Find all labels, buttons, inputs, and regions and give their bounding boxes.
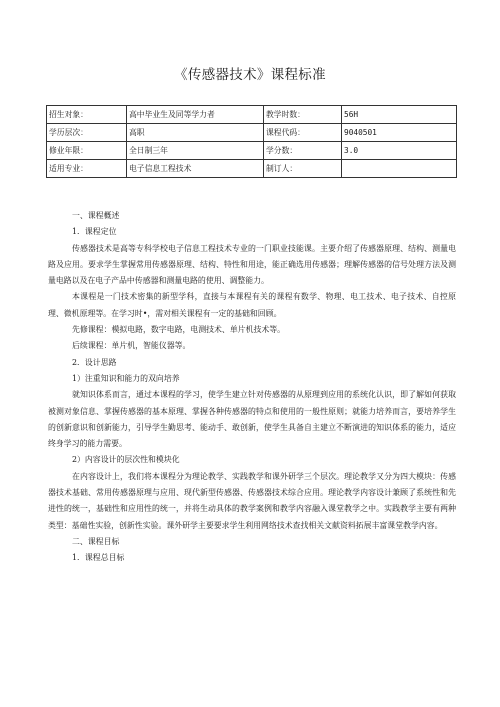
table-label: 制订人： [264, 160, 342, 178]
subsection-heading: 2）内容设计的层次性和模块化 [72, 455, 180, 465]
table-value: 56H [342, 106, 457, 124]
body-paragraph: 就知识体系而言，通过本课程的学习，使学生建立针对传感器的从原理到应用的系统化认识，即了解如何获取被测对象信息、掌握传感器的基本原理、掌握各种传感器的特点和使用的一般性原则；就能力培养而言，要培养学生的创新意识和创新能力，引导学生勤思考、能动手、敢创新，使学生具备自主建立不断演进的知识体系的能力，适应终身学习的能力需要。 [48, 390, 456, 449]
table-label: 招生对象： [47, 106, 127, 124]
table-label: 适用专业： [47, 160, 127, 178]
subsection-heading: 1．课程定位 [72, 227, 117, 237]
section-heading: 二、课程目标 [72, 536, 120, 546]
section-heading: 一、课程概述 [72, 211, 120, 220]
table-value: 高中毕业生及同等学力者 [127, 106, 264, 124]
table-label: 课程代码： [264, 124, 342, 142]
table-row [47, 160, 457, 178]
table-value: 高职 [127, 124, 264, 142]
table-value: 3.0 [342, 142, 457, 160]
subsection-heading: 1．课程总目标 [72, 553, 125, 563]
table-value: 9040501 [342, 124, 457, 142]
subsection-heading: 2．设计思路 [72, 357, 117, 367]
course-info-table [46, 105, 457, 178]
document-body [48, 208, 456, 567]
body-paragraph: 传感器技术是高等专科学校电子信息工程技术专业的一门职业技能课。主要介绍了传感器原理、结构、测量电路及应用。要求学生掌握常用传感器原理、结构、特性和用途，能正确选用传感器；理解传感器的信号处理方法及测量电路以及在电子产品中传感器和测量电路的使用、调整能力。 [48, 243, 456, 286]
table-label: 学历层次： [47, 124, 127, 142]
document-title: 《传感器技术》课程标准 [174, 67, 326, 83]
table-label: 教学时数： [264, 106, 342, 124]
body-paragraph: 本课程是一门技术密集的新型学科，直接与本课程有关的课程有数学、物理、电工技术、电子技术、自控原理、微机原理等。在学习时•，需对相关课程有一定的基础和回顾。 [48, 292, 456, 318]
body-paragraph: 在内容设计上，我们将本课程分为理论教学、实践教学和课外研学三个层次。理论教学又分为四大模块：传感器技术基础、常用传感器原理与应用、现代新型传感器、传感器技术综合应用。理论教学内容设计兼顾了系统性和先进性的统一，基础性和应用性的统一，并将生动具体的教学案例和教学内容融入课堂教学之中。实践教学主要有两种类型：基础性实验，创新性实验。课外研学主要要求学生利用网络技术查找相关文献资料拓展丰富课堂教学内容。 [48, 471, 456, 530]
table-label: 修业年限： [47, 142, 127, 160]
table-value: 全日制三年 [127, 142, 264, 160]
body-paragraph: 先修课程：模拟电路，数字电路，电测技术、单片机技术等。 [72, 325, 286, 335]
table-row [47, 124, 457, 142]
table-value: 电子信息工程技术 [127, 160, 264, 178]
table-row [47, 106, 457, 124]
body-paragraph: 后续课程：单片机，智能仪器等。 [72, 341, 191, 351]
table-value [342, 160, 457, 178]
table-row [47, 142, 457, 160]
table-label: 学分数： [264, 142, 342, 160]
subsection-heading: 1）注重知识和能力的双向培养 [72, 373, 180, 383]
